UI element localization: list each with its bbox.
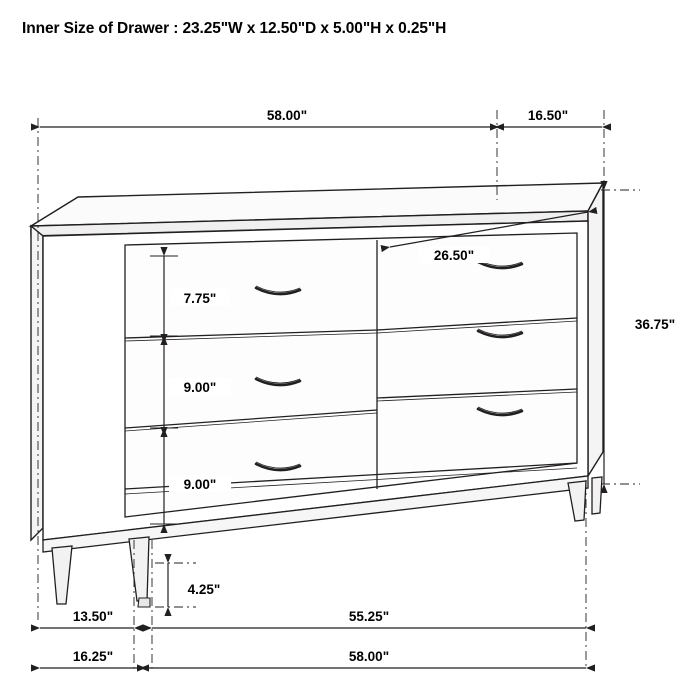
dresser-left-side bbox=[31, 226, 43, 540]
dresser-body bbox=[31, 183, 603, 607]
dim-base-left: 13.50" bbox=[72, 609, 114, 624]
dim-drawer-bottom-height: 9.00" bbox=[183, 477, 217, 492]
leg-foot-left bbox=[138, 598, 150, 607]
dim-bottom-width: 58.00" bbox=[348, 649, 390, 664]
dim-drawer-width: 26.50" bbox=[433, 248, 475, 263]
leg-front-left-inner bbox=[129, 537, 149, 601]
leg-rear-right bbox=[592, 477, 602, 514]
dim-top-width: 58.00" bbox=[266, 108, 308, 123]
dim-drawer-top-height: 7.75" bbox=[183, 291, 217, 306]
dim-total-height: 36.75" bbox=[634, 317, 676, 332]
leg-front-right bbox=[568, 481, 586, 521]
dresser-right-side bbox=[588, 183, 603, 476]
leg-front-left bbox=[52, 546, 72, 604]
page-title: Inner Size of Drawer : 23.25"W x 12.50"D x 5.00"H x 0.25"H bbox=[22, 20, 447, 37]
dim-drawer-mid-height: 9.00" bbox=[183, 380, 217, 395]
dim-top-depth: 16.50" bbox=[527, 108, 569, 123]
dim-leg-height: 4.25" bbox=[187, 582, 221, 597]
dim-base-front: 55.25" bbox=[348, 609, 390, 624]
dim-bottom-left: 16.25" bbox=[72, 649, 114, 664]
